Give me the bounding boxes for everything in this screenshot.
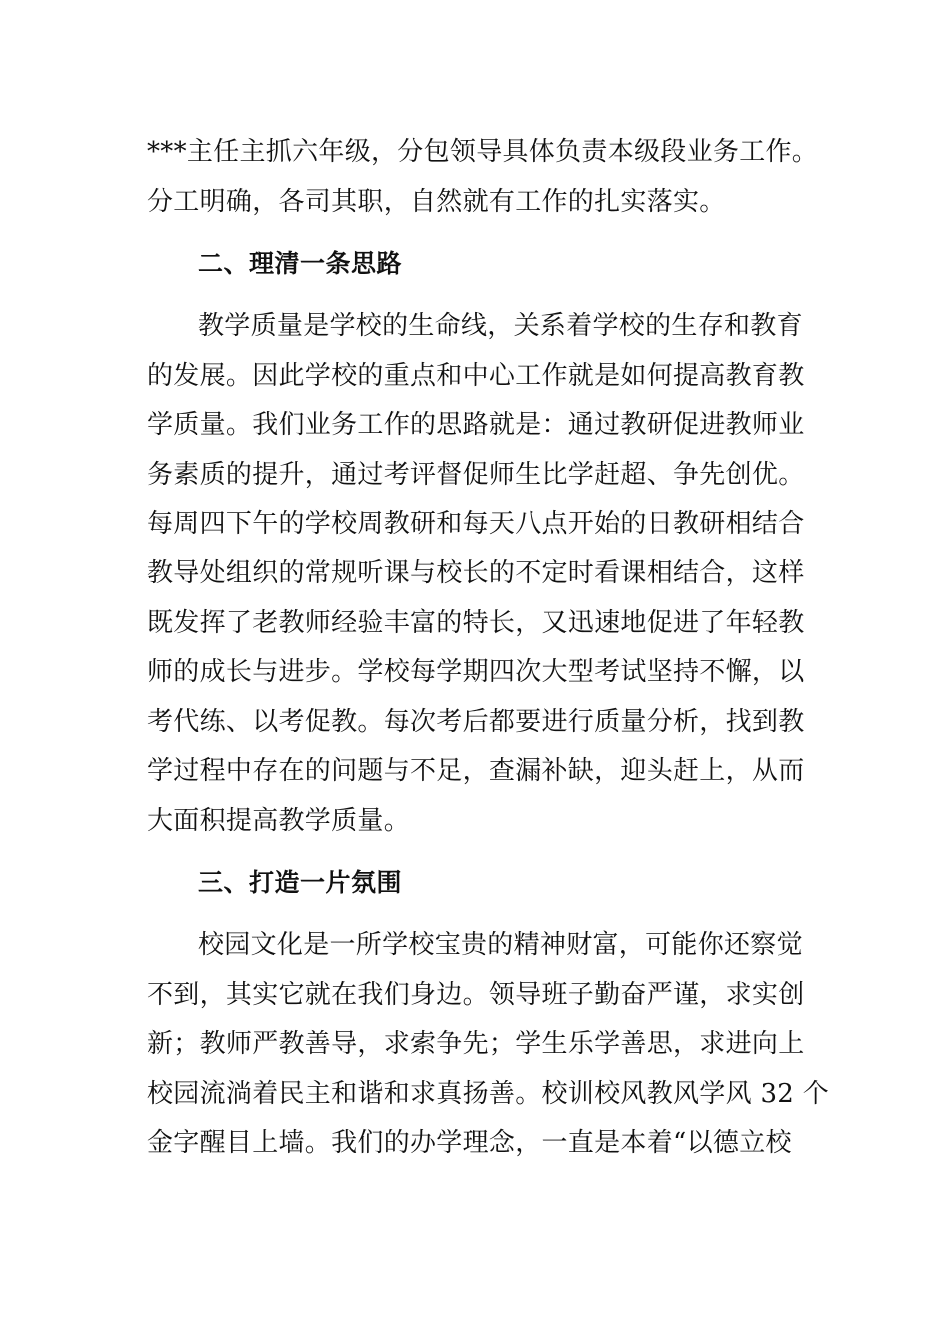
paragraph-line: 学质量。我们业务工作的思路就是：通过教研促进教师业 xyxy=(147,410,805,440)
paragraph-line: 的发展。因此学校的重点和中心工作就是如何提高教育教 xyxy=(147,361,805,391)
paragraph-line: 大面积提高教学质量。 xyxy=(147,806,411,836)
section-heading: 三、打造一片氛围 xyxy=(198,868,403,897)
paragraph-line: 校园流淌着民主和谐和求真扬善。校训校风教风学风 32 个 xyxy=(147,1079,830,1109)
paragraph-line: 既发挥了老教师经验丰富的特长，又迅速地促进了年轻教 xyxy=(147,608,805,638)
paragraph-line: 考代练、以考促教。每次考后都要进行质量分析，找到教 xyxy=(147,707,805,737)
paragraph-line: 务素质的提升，通过考评督促师生比学赶超、争先创优。 xyxy=(147,460,805,490)
paragraph-line: 不到，其实它就在我们身边。领导班子勤奋严谨，求实创 xyxy=(147,980,805,1010)
paragraph-line: 金字醒目上墙。我们的办学理念，一直是本着“以德立校 xyxy=(147,1128,792,1158)
paragraph-line: 学过程中存在的问题与不足，查漏补缺，迎头赶上，从而 xyxy=(147,756,805,786)
paragraph-line: 教学质量是学校的生命线，关系着学校的生存和教育 xyxy=(198,311,803,341)
paragraph-line: ***主任主抓六年级，分包领导具体负责本级段业务工作。 xyxy=(147,137,819,167)
paragraph-line: 校园文化是一所学校宝贵的精神财富，可能你还察觉 xyxy=(198,930,803,960)
paragraph-line: 教导处组织的常规听课与校长的不定时看课相结合，这样 xyxy=(147,558,805,588)
paragraph-line: 分工明确，各司其职，自然就有工作的扎实落实。 xyxy=(147,187,726,217)
paragraph-line: 每周四下午的学校周教研和每天八点开始的日教研相结合 xyxy=(147,509,805,539)
paragraph-line: 师的成长与进步。学校每学期四次大型考试坚持不懈，以 xyxy=(147,657,805,687)
paragraph-line: 新；教师严教善导，求索争先；学生乐学善思，求进向上 xyxy=(147,1029,805,1059)
section-heading: 二、理清一条思路 xyxy=(198,249,403,278)
